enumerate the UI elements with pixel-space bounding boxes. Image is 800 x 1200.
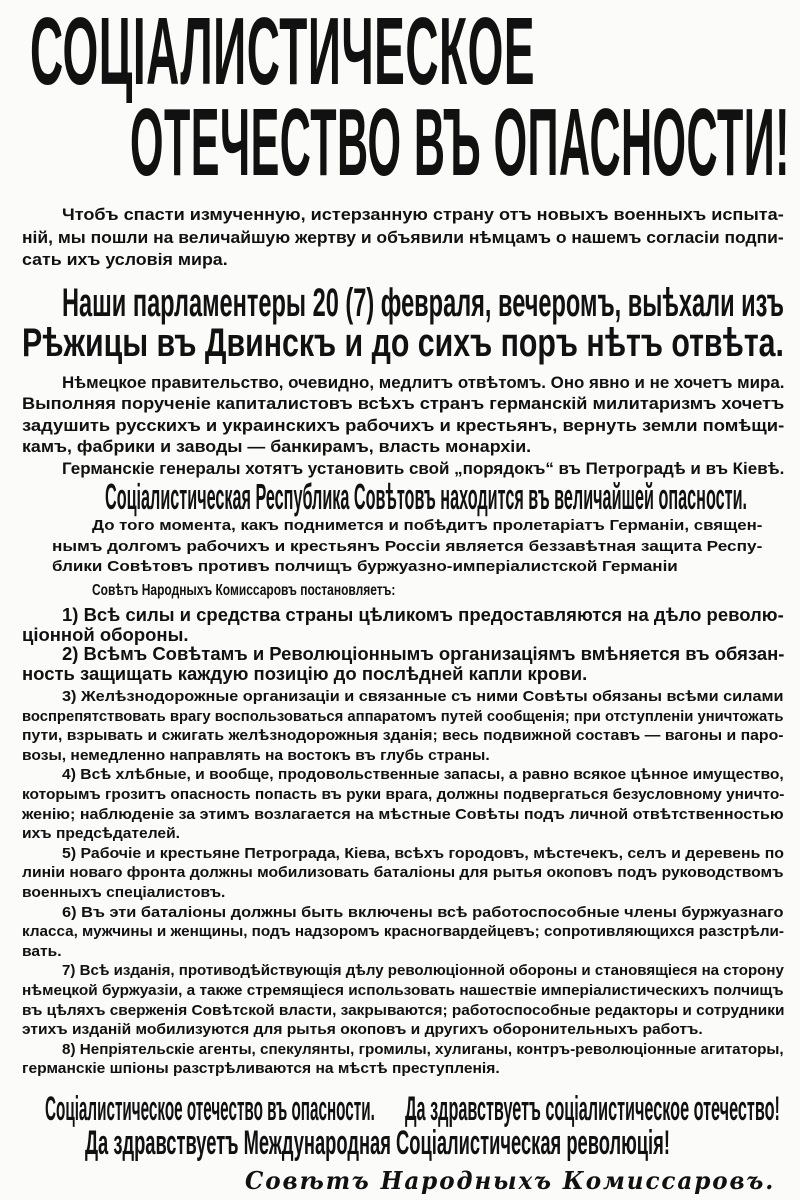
text-line: Нѣмецкое правительство, очевидно, медлитъ отвѣтомъ. Оно явно и не хочетъ мира. [62,373,785,392]
text-line: ность защищать каждую позицію до послѣдней капли крови. [22,663,588,684]
slogan-right: Да здравствуетъ соціалистическое отечество! [405,1090,780,1128]
text-line: нѣмецкой буржуазіи, а также стремящіеся использовать нашествіе имперіалистическихъ полчищъ [22,981,784,999]
decree-point [22,1040,784,1079]
text-line: линіи новаго фронта должны мобилизовать баталіоны для рытья окоповъ подъ руководствомъ [22,864,784,882]
title-line-2-block [130,89,790,196]
slogan-right-block [405,1090,780,1128]
text-line: въ цѣляхъ сверженія Совѣтской власти, закрываются; работоспособные редакторы и сотрудники [22,1001,785,1019]
text-line: нымъ долгомъ рабочихъ и крестьянъ Россіи является беззавѣтная защита Респу- [52,537,763,555]
danger-heading: Соціалистическая Республика Совѣтовъ находится въ величайшей опасности. [105,476,748,517]
text-line: Германскіе генералы хотятъ установить свой „порядокъ“ въ Петроградѣ и въ Кіевѣ. [62,458,785,478]
slogan-bottom: Да здравствуетъ Международная Соціалистическая революція! [85,1124,670,1162]
text-line: сать ихъ условія мира. [22,250,228,269]
text-line: этихъ изданій мобилизуются для рытья окоповъ и другихъ оборонительныхъ работъ. [22,1021,703,1039]
announcement-paragraph [22,283,784,363]
decree-point [22,687,784,765]
text-line: 1) Всѣ силы и средства страны цѣликомъ предоставляются на дѣло револю- [62,605,784,625]
decree-point [22,765,784,843]
text-line: 3) Желѣзнодорожные организаціи и связанные съ ними Совѣты обязаны всѣми силами [62,688,784,705]
text-line: ціонной обороны. [22,624,189,645]
text-line: 6) Въ эти баталіоны должны быть включены всѣ работоспособные члены буржуазнаго [62,903,784,921]
text-line: 7) Всѣ изданія, противодѣйствующія дѣлу революціонной обороны и становящіеся на сторону [62,962,784,980]
text-line: блики Совѣтовъ противъ полчищъ буржуазно-имперіалистской Германіи [52,558,678,575]
text-line: германскіе шпіоны разстрѣливаются на мѣстѣ преступленія. [22,1060,500,1078]
text-line: военныхъ спеціалистовъ. [22,883,226,901]
title-line-1: СОЦІАЛИСТИЧЕСКОЕ [30,0,535,105]
text-line: До того момента, какъ поднимется и побѣдитъ пролетаріатъ Германіи, священ- [92,517,763,534]
text-line: которымъ грозитъ опасность попасть въ руки врага, должны подвергаться безусловному уничто- [22,785,785,803]
text-line: 4) Всѣ хлѣбные, и вообще, продовольственные запасы, а равно всякое цѣнное имущество, [62,766,784,784]
decree-point [22,961,784,1039]
text-line: Выполняя порученіе капиталистовъ всѣхъ странъ германскій милитаризмъ хочетъ [22,394,785,414]
signature: Совѣтъ Народныхъ Комиссаровъ. [245,1166,776,1195]
decree-main-points [22,606,784,684]
situation-paragraph [22,372,784,479]
text-line: Наши парламентеры 20 (7) февраля, вечеромъ, выѣхали изъ [62,281,784,325]
danger-heading-block [105,476,748,517]
text-line: пути, взрывать и сжигать желѣзнодорожныя зданія; весь подвижной составъ — вагоны и паро- [22,727,784,745]
text-line: ихъ предсѣдателей. [22,825,181,843]
slogan-left: Соціалистическое отечество въ опасности. [45,1090,375,1128]
text-line: ній, мы пошли на величайшую жертву и объявили нѣмцамъ о нашемъ согласіи подпи- [22,227,784,247]
text-line: женію; наблюденіе за этимъ возлагается на мѣстные Совѣты подъ личной отвѣтственностью [22,805,784,823]
signature-block [245,1166,775,1196]
decree-items [22,687,784,1079]
text-line: 2) Всѣмъ Совѣтамъ и Революціоннымъ организаціямъ вмѣняется въ обязан- [62,644,785,664]
text-line: вать. [22,942,62,960]
text-line: Чтобъ спасти измученную, истерзанную страну отъ новыхъ военныхъ испыта- [62,205,784,224]
text-line: задушить русскихъ и украинскихъ рабочихъ и крестьянъ, вернуть земли помѣщи- [22,415,785,435]
text-line: 8) Непріятельскіе агенты, спекулянты, громилы, хулиганы, контръ-революціонные агитаторы, [62,1040,784,1058]
decree-intro-block [92,581,692,601]
text-line: Рѣжицы въ Двинскъ и до сихъ поръ нѣтъ отвѣта. [22,321,784,365]
slogan-left-block [45,1090,375,1128]
text-line: камъ, фабрики и заводы — банкирамъ, власть монархіи. [22,437,532,457]
decree-point [22,903,784,962]
text-line: класса, мужчины и женщины, подъ надзоромъ красногвардейцевъ; сопротивляющихся разстрѣли- [22,923,784,941]
decree-point [22,606,784,645]
intro-paragraph [22,204,784,272]
title-line-2: ОТЕЧЕСТВО ВЪ ОПАСНОСТИ! [130,89,790,196]
text-line: возы, немедленно направлять на востокъ въ глубь страны. [22,746,490,764]
duty-paragraph [52,516,762,578]
text-line: 5) Рабочіе и крестьяне Петрограда, Кіева, всѣхъ городовъ, мѣстечекъ, селъ и деревень по [62,844,784,862]
decree-intro: Совѣтъ Народныхъ Комиссаровъ постановляетъ: [92,582,396,599]
title-line-1-block [30,0,535,105]
decree-point [22,645,784,684]
decree-point [22,844,784,903]
text-line: воспрепятствовать врагу воспользоваться аппаратомъ путей сообщенія; при отступленіи уничтожать [22,707,784,725]
slogan-bottom-block [85,1124,670,1162]
